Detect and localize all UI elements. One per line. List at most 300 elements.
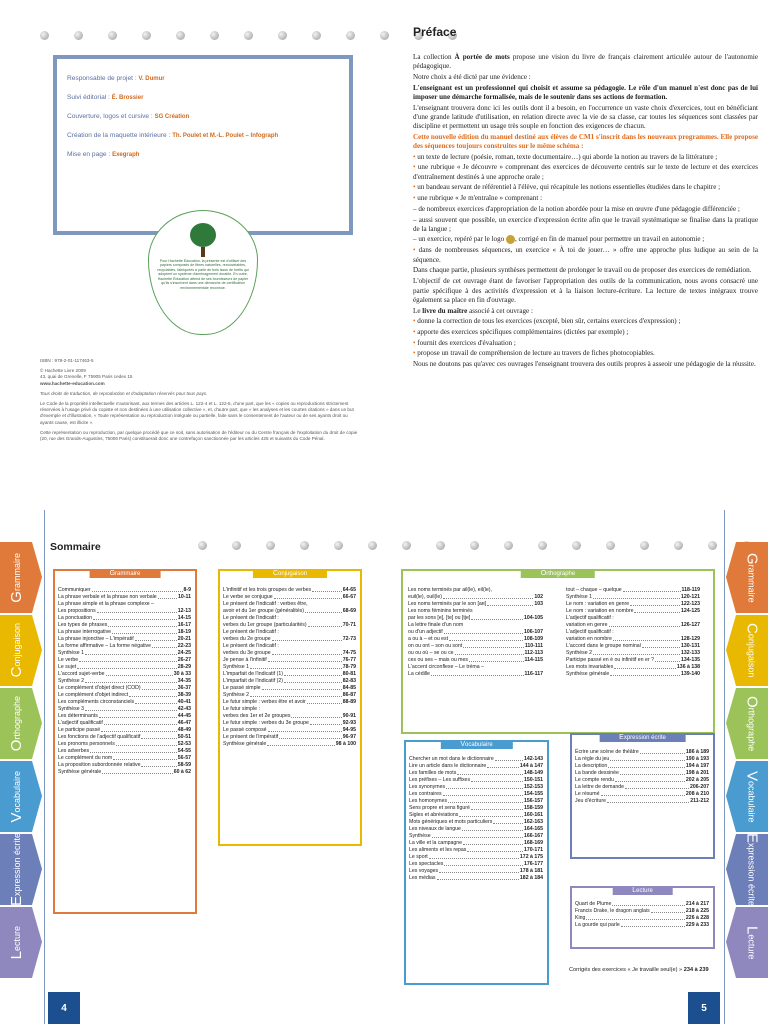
toc-entry-pages: 20-21	[177, 636, 191, 643]
toc-entry-title: Le sujet	[58, 664, 77, 671]
toc-entry[interactable]	[58, 755, 191, 762]
toc-entry[interactable]	[566, 587, 700, 594]
toc-entry[interactable]	[223, 608, 356, 615]
toc-entry-pages: 158-159	[523, 805, 543, 812]
toc-entry-line: Le futur simple :	[223, 706, 260, 713]
grammaire-header: G rammaire	[90, 569, 161, 578]
toc-entry-title: La phrase interrogative	[58, 629, 112, 636]
toc-entry-title: Les synonymes	[409, 784, 446, 791]
toc-entry[interactable]	[58, 657, 191, 664]
toc-entry-title: La phrase injonctive – L'impératif	[58, 636, 134, 643]
toc-entry[interactable]	[409, 798, 543, 805]
toc-entry-title: Mots génériques et mots particuliers	[409, 819, 493, 826]
toc-entry-pages: 60 à 62	[173, 769, 191, 776]
toc-entry-title: Le compte rendu	[575, 777, 614, 784]
toc-entry-title: La ponctuation	[58, 615, 93, 622]
toc-entry[interactable]	[575, 784, 709, 791]
toc-entry[interactable]	[58, 706, 191, 713]
toc-entry[interactable]	[223, 685, 356, 692]
toc-entry-pages: 102	[534, 594, 543, 601]
toc-entry-title: Synthèse 2	[223, 692, 249, 699]
toc-entry-title: ou d'un adjectif	[408, 629, 443, 636]
toc-entry-pages: 86-87	[342, 692, 356, 699]
toc-entry-title: Sens propre et sens figuré	[409, 805, 470, 812]
toc-entry-title: Synthèse 2	[566, 650, 592, 657]
toc-entry-pages: 98 à 100	[335, 741, 356, 748]
conjugaison-list	[223, 587, 356, 748]
credit-row: Couverture, logos et cursive : SG Création	[67, 113, 190, 120]
decorative-dots-left	[40, 31, 457, 40]
toc-entry[interactable]	[58, 692, 191, 699]
toc-entry[interactable]	[409, 875, 543, 882]
toc-entry[interactable]	[409, 854, 543, 861]
divider-right	[724, 510, 725, 1024]
toc-entry[interactable]	[58, 748, 191, 755]
toc-entry-pages: 66-67	[342, 594, 356, 601]
toc-entry-pages: 226 à 228	[685, 915, 709, 922]
toc-entry-pages: 144 à 147	[519, 763, 543, 770]
toc-entry-title: on ou ont – son ou sont	[408, 643, 463, 650]
toc-entry[interactable]	[409, 805, 543, 812]
toc-entry-pages: 10-11	[178, 594, 191, 601]
toc-entry[interactable]	[58, 720, 191, 727]
toc-entry-title: ces ou ses – mais ou mes	[408, 657, 468, 664]
toc-entry[interactable]	[58, 622, 191, 629]
toc-entry[interactable]	[409, 763, 543, 770]
toc-entry-title: Synthèse 1	[566, 594, 592, 601]
toc-entry[interactable]	[58, 741, 191, 748]
toc-entry-title: verbes du 1er groupe (particularités)	[223, 622, 307, 629]
preface: Préface La collection À portée de mots propose une vision du livre de français clairement articulée autour de l'autonomie pédagogique. Notre choix a été dicté par une évidence : L'enseignant est un professionnel qui choisit et assume sa pédagogie. Le rôle d'un manuel n'est donc pas de lui imposer une démarche formalisée, mais de le soutenir dans ses actions de formation. L'enseignant trouvera donc ici les outils dont il a besoin, en l'occurrence un vaste choix d'exercices, tout en bénéficiant d'une grande latitude d'utilisation, en relation directe avec la vie de sa classe, car toutes les séquences sont classées par discipline et permettent un usage très souple en fonction des exigences de chacun. Cette nouvelle édition du manuel destiné aux élèves de CM1 s'inscrit dans les nouveaux programmes. Elle propose des séquences toujours construites sur le même schéma : • un texte de lecture (poésie, roman, texte documentaire…) qui aborde la notion au travers de la littérature ; • une rubrique « Je découvre » comprenant des exercices de découverte centrés sur le texte de lecture et des exercices d'entraînement destinés à une approche orale ; • un bandeau servant de référentiel à l'élève, qui récapitule les notions essentielles étudiées dans le chapitre ; • une rubrique « Je m'entraîne » comprenant : – de nombreux exercices d'appropriation de la notion abordée pour la mise en œuvre d'une pédagogie différenciée ; – aussi souvent que possible, un exercice d'expression écrite afin que le travail systématique se finalise dans la pratique de la langue ; – un exercice, repéré par le logo , corrigé en fin de manuel pour permettre un travail en autonomie ; • dans de nombreuses séquences, un exercice « À toi de jouer… » offre une approche plus ludique au sein de la séquence. Dans chaque partie, plusieurs synthèses permettent de prolonger le travail ou de proposer des exercices de remédiation. L'objectif de cet ouvrage étant de favoriser l'appropriation des outils de la communication, nous avons consacré une partie spécifique à des activités d'expression et à la liaison lecture-écriture. La lecture de textes intégraux trouve également sa place en fin d'ouvrage. Le livre du maître associé à cet ouvrage : • donne la correction de tous les exercices (excepté, bien sûr, certains exercices d'expression) ; • apporte des exercices spécifiques complémentaires (dictées par exemple) ; • fournit des exercices d'évaluation ; • propose un travail de compréhension de lecture au travers de fiches photocopiables. Nous ne doutons pas qu'avec ces ouvrages l'enseignant trouvera des outils propres à asseoir une pédagogie de la réussite.	[413, 25, 758, 369]
toc-entry[interactable]	[223, 594, 356, 601]
toc-entry-pages: 36-37	[177, 685, 191, 692]
toc-entry[interactable]	[408, 615, 543, 622]
toc-entry-pages: 16-17	[177, 622, 191, 629]
toc-entry[interactable]	[409, 770, 543, 777]
orthographe-box	[401, 569, 715, 734]
toc-entry-pages: 76-77	[342, 657, 356, 664]
toc-entry-pages: 82-83	[342, 678, 356, 685]
toc-entry-pages: 194 à 197	[685, 763, 709, 770]
page-number-right: 5	[688, 992, 720, 1024]
toc-entry[interactable]	[58, 594, 191, 601]
toc-entry[interactable]	[223, 727, 356, 734]
toc-entry-pages: 198 à 201	[685, 770, 709, 777]
toc-entry-title: Les noms terminés par le son [aʀ]	[408, 601, 487, 608]
toc-entry-line: La lettre finale d'un nom	[408, 622, 464, 629]
toc-entry[interactable]	[566, 657, 700, 664]
toc-entry-pages: 120-121	[680, 594, 700, 601]
toc-entry-pages: 112-113	[524, 650, 543, 657]
toc-entry-title: L'infinitif et les trois groupes de verbes	[223, 587, 312, 593]
toc-entry[interactable]	[58, 685, 191, 692]
toc-entry-title: Le futur simple : verbes être et avoir	[223, 699, 306, 706]
toc-entry-title: Le résumé	[575, 791, 600, 798]
toc-entry[interactable]	[566, 664, 700, 671]
toc-entry-pages: 50-51	[177, 734, 191, 741]
toc-entry-pages: 206-207	[689, 784, 709, 791]
toc-entry-title: Le verbe	[58, 657, 79, 664]
toc-entry-title: Synthèse 3	[58, 706, 84, 713]
toc-entry[interactable]	[223, 636, 356, 643]
toc-entry-pages: 176-177	[523, 861, 543, 868]
toc-entry-title: Chercher un mot dans le dictionnaire	[409, 756, 494, 762]
toc-entry-pages: 92-93	[342, 720, 356, 727]
toc-entry[interactable]	[58, 699, 191, 706]
toc-entry-title: Les fonctions de l'adjectif qualificatif	[58, 734, 141, 741]
toc-entry-title: L'imparfait de l'indicatif (2)	[223, 678, 283, 685]
toc-entry-title: Les adverbes	[58, 748, 90, 755]
toc-entry[interactable]	[566, 594, 700, 601]
toc-entry-pages: 84-85	[342, 685, 356, 692]
toc-entry-title: Les contraires	[409, 791, 442, 798]
toc-entry-pages: 52-53	[177, 741, 191, 748]
toc-entry-pages: 108-109	[523, 636, 543, 643]
toc-entry-title: Les mots invariables	[566, 664, 614, 671]
toc-entry[interactable]	[575, 756, 709, 763]
toc-entry-pages: 96-97	[342, 734, 356, 741]
toc-entry[interactable]	[58, 734, 191, 741]
toc-entry-title: Le nom : variation en genre	[566, 601, 630, 608]
toc-entry-title: Le complément du nom	[58, 755, 113, 762]
section-tab-onjugaison[interactable]: Conjugaison	[0, 615, 32, 686]
toc-entry-pages: 34-35	[177, 678, 191, 685]
toc-entry[interactable]	[409, 826, 543, 833]
toc-entry-pages: 104-105	[523, 615, 543, 622]
toc-entry-pages: 162-163	[523, 819, 543, 826]
toc-entry-title: Les préfixes – Les suffixes	[409, 777, 471, 784]
autonomy-logo-icon	[506, 235, 515, 244]
toc-entry[interactable]	[58, 671, 191, 678]
toc-entry-title: L'accord sujet-verbe	[58, 671, 105, 678]
toc-entry-title: euil(le), ouil(le)	[408, 594, 443, 601]
toc-entry[interactable]	[223, 657, 356, 664]
conjugaison-header: C onjugaison	[253, 569, 327, 578]
toc-entry[interactable]	[408, 594, 543, 601]
toc-entry-title: avoir et du 1er groupe (généralités)	[223, 608, 305, 615]
toc-entry-pages: 8-9	[183, 587, 191, 593]
toc-entry[interactable]	[223, 650, 356, 657]
toc-entry-title: variation en genre	[566, 622, 608, 629]
toc-entry[interactable]	[223, 692, 356, 699]
toc-entry-title: par les sons [e], [te] ou [tje]	[408, 615, 471, 622]
toc-entry-pages: 132-133	[680, 650, 700, 657]
section-tabs-right	[736, 542, 768, 980]
toc-entry-pages: 166-167	[523, 833, 543, 840]
toc-entry-title: Les aliments et les repas	[409, 847, 467, 854]
toc-entry[interactable]	[575, 922, 709, 929]
toc-entry-title: La cédille	[408, 671, 430, 678]
toc-entry-pages: 42-43	[177, 706, 191, 713]
website: www.hachette-education.com	[40, 380, 105, 386]
toc-entry-title: tout – chaque – quelque	[566, 587, 622, 593]
toc-entry-title: Le sport	[409, 854, 428, 861]
toc-entry[interactable]	[223, 678, 356, 685]
toc-entry-title: Le participe passé	[58, 727, 101, 734]
toc-entry[interactable]	[58, 615, 191, 622]
toc-entry[interactable]	[408, 629, 543, 636]
toc-entry[interactable]	[58, 650, 191, 657]
toc-entry-title: Synthèse 1	[58, 650, 84, 657]
toc-entry-pages: 118-119	[681, 587, 700, 593]
section-tab-ocabulaire[interactable]: Vocabulaire	[736, 761, 768, 832]
toc-entry-pages: 122-123	[680, 601, 700, 608]
publisher-address: 43, quai de Grenelle, F 75905 Paris cedex 15	[40, 374, 133, 380]
section-tab-xpression[interactable]: Expression écrite	[0, 834, 32, 905]
toc-entry-line: Le présent de l'indicatif :	[223, 643, 279, 650]
toc-entry[interactable]	[58, 664, 191, 671]
toc-entry-title: variation en nombre	[566, 636, 612, 643]
section-tab-ocabulaire[interactable]: Vocabulaire	[0, 761, 32, 832]
toc-entry-title: La forme affirmative – La forme négative	[58, 643, 152, 650]
toc-entry-title: L'adjectif qualificatif	[58, 720, 103, 727]
expression-header: E xpression écrite	[599, 733, 686, 742]
toc-entry[interactable]	[409, 756, 543, 763]
toc-entry-pages: 160-161	[523, 812, 543, 819]
toc-entry[interactable]	[575, 798, 709, 805]
toc-entry-pages: 46-47	[177, 720, 191, 727]
toc-entry-pages: 40-41	[177, 699, 191, 706]
page-number-left: 4	[48, 992, 80, 1024]
toc-entry-title: Le verbe se conjugue	[223, 594, 273, 601]
toc-entry[interactable]	[566, 671, 700, 678]
toc-entry[interactable]	[409, 812, 543, 819]
toc-entry-title: Les déterminants	[58, 713, 98, 720]
toc-entry-title: Le futur simple : verbes du 3e groupe	[223, 720, 309, 727]
credit-row: Mise en page : Exegraph	[67, 151, 140, 158]
conjugaison-box	[218, 569, 362, 846]
toc-entry[interactable]	[409, 833, 543, 840]
toc-entry[interactable]	[566, 636, 700, 643]
toc-entry[interactable]	[58, 636, 191, 643]
toc-entry[interactable]	[409, 868, 543, 875]
toc-entry[interactable]	[566, 650, 700, 657]
toc-entry[interactable]	[408, 657, 543, 664]
toc-entry-pages: 28-29	[177, 664, 191, 671]
orthographe-header: O rthographe	[521, 569, 595, 578]
toc-entry[interactable]	[575, 915, 709, 922]
toc-entry-pages: 106-107	[523, 629, 543, 636]
toc-entry[interactable]	[409, 840, 543, 847]
toc-entry-title: Le passé simple	[223, 685, 261, 692]
toc-entry-title: Lire un article dans le dictionnaire	[409, 763, 487, 770]
toc-entry[interactable]	[409, 784, 543, 791]
toc-entry-pages: 136 à 138	[676, 664, 700, 671]
grammaire-list	[58, 587, 191, 776]
sommaire-title: Sommaire	[50, 541, 101, 553]
expression-list	[575, 749, 709, 805]
toc-entry-pages: 110-111	[524, 643, 543, 650]
vocabulaire-box	[404, 740, 549, 985]
section-tab-xpression[interactable]: Expression écrite	[736, 834, 768, 905]
toc-entry-pages: 44-45	[177, 713, 191, 720]
toc-entry-pages: 72-73	[342, 636, 356, 643]
section-tab-rammaire[interactable]: Grammaire	[0, 542, 32, 613]
section-tab-ecture[interactable]: Lecture	[736, 907, 768, 978]
toc-entry[interactable]	[223, 587, 356, 594]
toc-entry[interactable]	[408, 650, 543, 657]
toc-entry[interactable]	[58, 608, 191, 615]
toc-entry[interactable]	[58, 713, 191, 720]
toc-entry-pages: 211-212	[690, 798, 709, 805]
eco-paper-badge	[148, 210, 258, 335]
toc-entry-title: Synthèse générale	[58, 769, 102, 776]
toc-entry-title: La règle du jeu	[575, 756, 610, 763]
toc-entry-pages: 94-95	[342, 727, 356, 734]
toc-entry-pages: 214 à 217	[685, 901, 709, 907]
toc-entry[interactable]	[575, 901, 709, 908]
toc-entry-line: L'adjectif qualificatif :	[566, 615, 614, 622]
section-tab-onjugaison[interactable]: Conjugaison	[736, 615, 768, 686]
toc-entry[interactable]	[575, 749, 709, 756]
toc-entry-title: Synthèse	[409, 833, 431, 840]
toc-entry-title: Les médias	[409, 875, 436, 882]
legal-notice	[40, 358, 360, 446]
toc-entry-title: Les voyages	[409, 868, 439, 875]
toc-entry-title: Synthèse générale	[223, 741, 267, 748]
toc-entry[interactable]	[223, 741, 356, 748]
toc-entry-title: Les niveaux de langue	[409, 826, 461, 833]
toc-entry-title: Le présent de l'impératif	[223, 734, 279, 741]
toc-entry-pages: 202 à 205	[685, 777, 709, 784]
toc-entry[interactable]	[58, 678, 191, 685]
toc-entry[interactable]	[575, 908, 709, 915]
toc-entry-title: La ville et la campagne	[409, 840, 463, 847]
toc-entry-title: La bande dessinée	[575, 770, 619, 777]
toc-entry-pages: 78-79	[342, 664, 356, 671]
toc-entry-pages: 30 à 33	[173, 671, 191, 678]
toc-entry[interactable]	[575, 763, 709, 770]
toc-entry-pages: 68-69	[342, 608, 356, 615]
toc-entry[interactable]	[566, 608, 700, 615]
section-tab-ecture[interactable]: Lecture	[0, 907, 32, 978]
toc-entry-pages: 103	[534, 601, 543, 608]
credit-row: Responsable de projet : V. Dumur	[67, 75, 165, 82]
toc-entry-title: La gourde qui parle	[575, 922, 620, 929]
expression-box	[570, 733, 715, 859]
toc-entry[interactable]	[58, 587, 191, 594]
toc-entry-pages: 154-155	[523, 791, 543, 798]
toc-entry-pages: 152-153	[523, 784, 543, 791]
toc-entry-pages: 168-169	[523, 840, 543, 847]
toc-entry-title: Synthèse 2	[58, 678, 84, 685]
toc-entry-pages: 24-25	[177, 650, 191, 657]
toc-entry-pages: 38-39	[177, 692, 191, 699]
toc-entry[interactable]	[409, 819, 543, 826]
toc-entry-pages: 142-143	[523, 756, 543, 762]
section-tab-rthographe[interactable]: Orthographe	[0, 688, 32, 759]
toc-entry-title: Les compléments circonstanciels	[58, 699, 135, 706]
toc-entry[interactable]	[223, 664, 356, 671]
toc-entry-pages: 208 à 210	[685, 791, 709, 798]
toc-entry[interactable]	[223, 734, 356, 741]
toc-entry[interactable]	[58, 629, 191, 636]
toc-entry[interactable]	[223, 713, 356, 720]
credit-row: Création de la maquette intérieure : Th. Poulet et M.-L. Poulet – Infograph	[67, 132, 279, 139]
toc-entry-title: Quart de Plume	[575, 901, 612, 907]
toc-entry[interactable]	[575, 777, 709, 784]
toc-entry[interactable]	[408, 671, 543, 678]
rights: Tous droits de traduction, de reproduction et d'adaptation réservés pour tous pays.	[40, 390, 208, 396]
vocabulaire-header: V ocabulaire	[440, 740, 512, 749]
credits-box	[53, 55, 353, 235]
toc-entry-pages: 88-89	[342, 699, 356, 706]
toc-entry[interactable]	[223, 699, 356, 706]
toc-entry-pages: 14-15	[177, 615, 191, 622]
toc-entry-title: Communiquer	[58, 587, 91, 593]
toc-entry-title: La lettre de demande	[575, 784, 625, 791]
toc-entry-title: Je pense à l'infinitif	[223, 657, 267, 664]
toc-entry[interactable]	[58, 769, 191, 776]
toc-entry-title: La proposition subordonnée relative	[58, 762, 141, 769]
toc-entry[interactable]	[58, 762, 191, 769]
lecture-box	[570, 886, 715, 949]
decorative-dots-right	[198, 541, 768, 550]
toc-entry[interactable]	[409, 777, 543, 784]
lecture-header: L ecture	[612, 886, 673, 895]
toc-entry-title: Francis Drake, le dragon anglais	[575, 908, 650, 915]
lecture-list	[575, 901, 709, 929]
toc-entry-pages: 80-81	[342, 671, 356, 678]
toc-entry-pages: 48-49	[177, 727, 191, 734]
toc-entry[interactable]	[409, 847, 543, 854]
toc-entry-title: Les familles de mots	[409, 770, 457, 777]
toc-entry-pages: 178 à 181	[519, 868, 543, 875]
toc-entry[interactable]	[566, 622, 700, 629]
toc-entry-title: Participe passé en é ou infinitif en er ?	[566, 657, 654, 664]
badge-text: Pour Hachette Éducation, la présente est d'utiliser des papiers composés de fibres naturelles, renouvelables, recyclables, fabriquées à partir de bois issus de forêts qui adoptent un système d'aménagement durable. En outre, Hachette Éducation attend de ses fournisseurs de papier qu'ils s'inscrivent dans une démarche de certification environnementale reconnue.	[157, 259, 249, 290]
toc-entry[interactable]	[566, 601, 700, 608]
toc-entry-title: L'imparfait de l'indicatif (1)	[223, 671, 283, 678]
toc-entry[interactable]	[575, 791, 709, 798]
toc-entry-title: a ou à – et ou est	[408, 636, 449, 643]
toc-entry-line: L'accent circonflexe – Le tréma –	[408, 664, 484, 671]
toc-entry[interactable]	[223, 720, 356, 727]
toc-entry-pages: 150-151	[523, 777, 543, 784]
toc-entry[interactable]	[566, 643, 700, 650]
toc-entry-title: Les propositions	[58, 608, 96, 615]
toc-entry[interactable]	[58, 727, 191, 734]
toc-entry-pages: 116-117	[524, 671, 543, 678]
toc-entry-pages: 186 à 189	[685, 749, 709, 755]
toc-entry[interactable]	[409, 861, 543, 868]
section-tab-rammaire[interactable]: Grammaire	[736, 542, 768, 613]
orthographe-list	[408, 587, 543, 678]
toc-entry-title: Le nom : variation en nombre	[566, 608, 634, 615]
section-tab-rthographe[interactable]: Orthographe	[736, 688, 768, 759]
toc-entry-pages: 218 à 225	[685, 908, 709, 915]
toc-entry[interactable]	[408, 636, 543, 643]
toc-entry-line: La phrase simple et la phrase complexe –	[58, 601, 155, 608]
toc-entry[interactable]	[223, 671, 356, 678]
toc-entry-pages: 114-115	[524, 657, 543, 664]
toc-entry-pages: 130-131	[680, 643, 700, 650]
toc-entry-pages: 126-127	[680, 622, 700, 629]
toc-entry-pages: 156-157	[523, 798, 543, 805]
toc-entry[interactable]	[223, 622, 356, 629]
isbn: ISBN : 978-2-01-117463-5	[40, 358, 94, 363]
toc-entry-pages: 182 à 184	[519, 875, 543, 882]
toc-entry[interactable]	[409, 791, 543, 798]
toc-entry[interactable]	[575, 770, 709, 777]
toc-entry[interactable]	[58, 643, 191, 650]
toc-entry-title: Synthèse 1	[223, 664, 249, 671]
toc-entry-pages: 12-13	[177, 608, 191, 615]
toc-entry[interactable]	[408, 601, 543, 608]
grammaire-box	[53, 569, 197, 914]
toc-entry-title: verbes du 2e groupe	[223, 636, 271, 643]
toc-entry[interactable]	[408, 643, 543, 650]
